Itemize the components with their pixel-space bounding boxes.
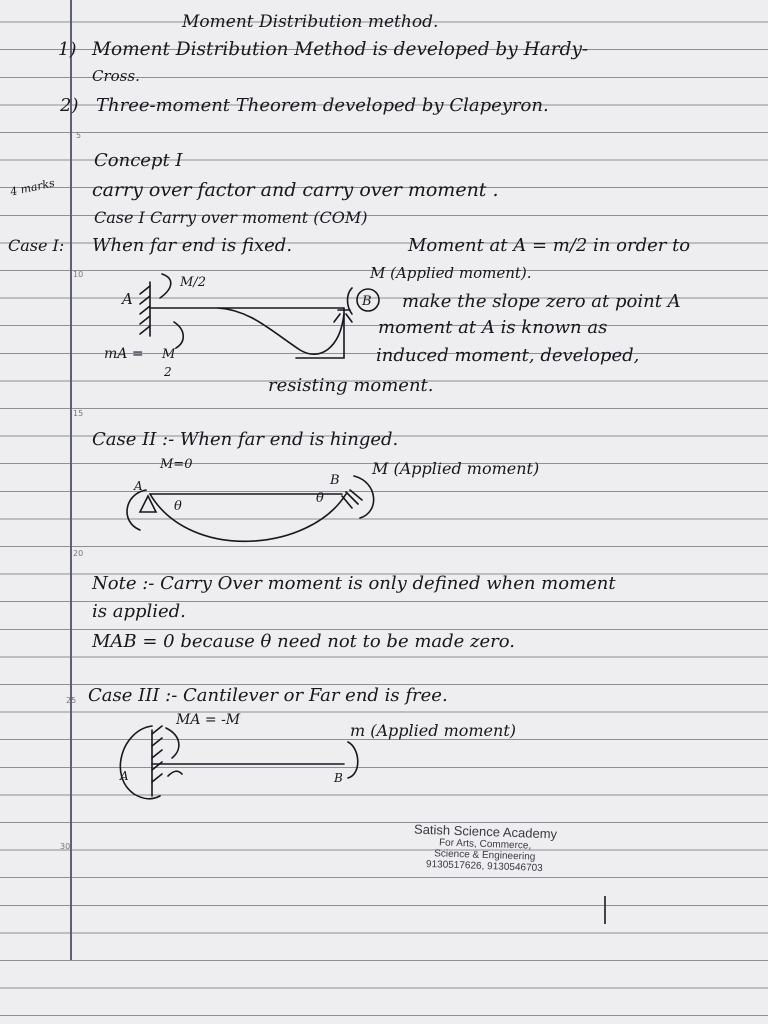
case1-line: make the slope zero at point A [402, 291, 681, 312]
label-applied: m (Applied moment) [350, 721, 516, 740]
label-a: A [134, 479, 143, 493]
academy-stamp [389, 821, 581, 876]
case-line: Case I Carry over moment (COM) [94, 208, 368, 227]
case3-title: Case III :- Cantilever or Far end is free. [88, 685, 448, 706]
case2-diagram [110, 452, 610, 552]
label-b: B [334, 771, 343, 785]
note-line: MAB = 0 because θ need not to be made zero. [92, 631, 515, 652]
case1-moment: Moment at A = m/2 in order to [408, 235, 691, 256]
case2-title: Case II :- When far end is hinged. [92, 429, 399, 450]
stamp-name: Satish Science Academy [413, 821, 558, 842]
line-number: 25 [66, 696, 77, 705]
note-line: is applied. [92, 601, 186, 622]
concept-heading: Concept I [94, 150, 183, 171]
case3-diagram [104, 706, 584, 806]
case1-text: When far end is fixed. [92, 235, 293, 256]
case1-diagram [90, 270, 380, 380]
point-number: 1) [58, 39, 77, 60]
label-m-half: M/2 [180, 275, 206, 290]
case1-applied: M (Applied moment). [370, 264, 532, 282]
note-line: Note :- Carry Over moment is only defined when moment [92, 573, 616, 594]
label-a: A [122, 290, 133, 308]
stamp-phone: 9130517626, 9130546703 [425, 858, 543, 875]
case1-line: moment at A is known as [378, 317, 608, 338]
label-applied: M (Applied moment) [372, 459, 540, 478]
case1-line: induced moment, developed, [376, 345, 640, 366]
label-ma-num: M [162, 347, 176, 362]
label-theta: θ [174, 499, 182, 514]
point-text: Moment Distribution Method is developed by Hardy- [92, 39, 589, 60]
point-continuation: Cross. [92, 67, 140, 85]
line-number: 5 [76, 131, 82, 140]
label-ma: mA = [104, 346, 144, 362]
line-number: 15 [73, 409, 84, 418]
label-theta: θ [316, 491, 324, 506]
case1-label: Case I: [8, 236, 65, 255]
marks-note: 4 marks [9, 176, 56, 199]
line-number: 10 [73, 270, 84, 279]
label-b: B [362, 294, 372, 309]
label-b: B [330, 473, 340, 488]
case1-line: resisting moment. [268, 375, 434, 396]
stamp-line: Science & Engineering [433, 848, 536, 863]
label-ma: MA = -M [176, 712, 241, 728]
margin-line [70, 0, 72, 960]
point-text: Three-moment Theorem developed by Clapeyron. [96, 95, 549, 116]
pen-mark [604, 896, 606, 924]
point-number: 2) [60, 95, 79, 116]
concept-title: carry over factor and carry over moment . [92, 179, 499, 201]
line-number: 30 [60, 842, 71, 851]
label-m0: M=0 [160, 457, 193, 472]
page-title: Moment Distribution method. [182, 12, 439, 32]
stamp-line: For Arts, Commerce, [438, 837, 532, 852]
label-a: A [120, 769, 129, 783]
label-ma-den: 2 [164, 365, 172, 379]
line-number: 20 [73, 549, 84, 558]
